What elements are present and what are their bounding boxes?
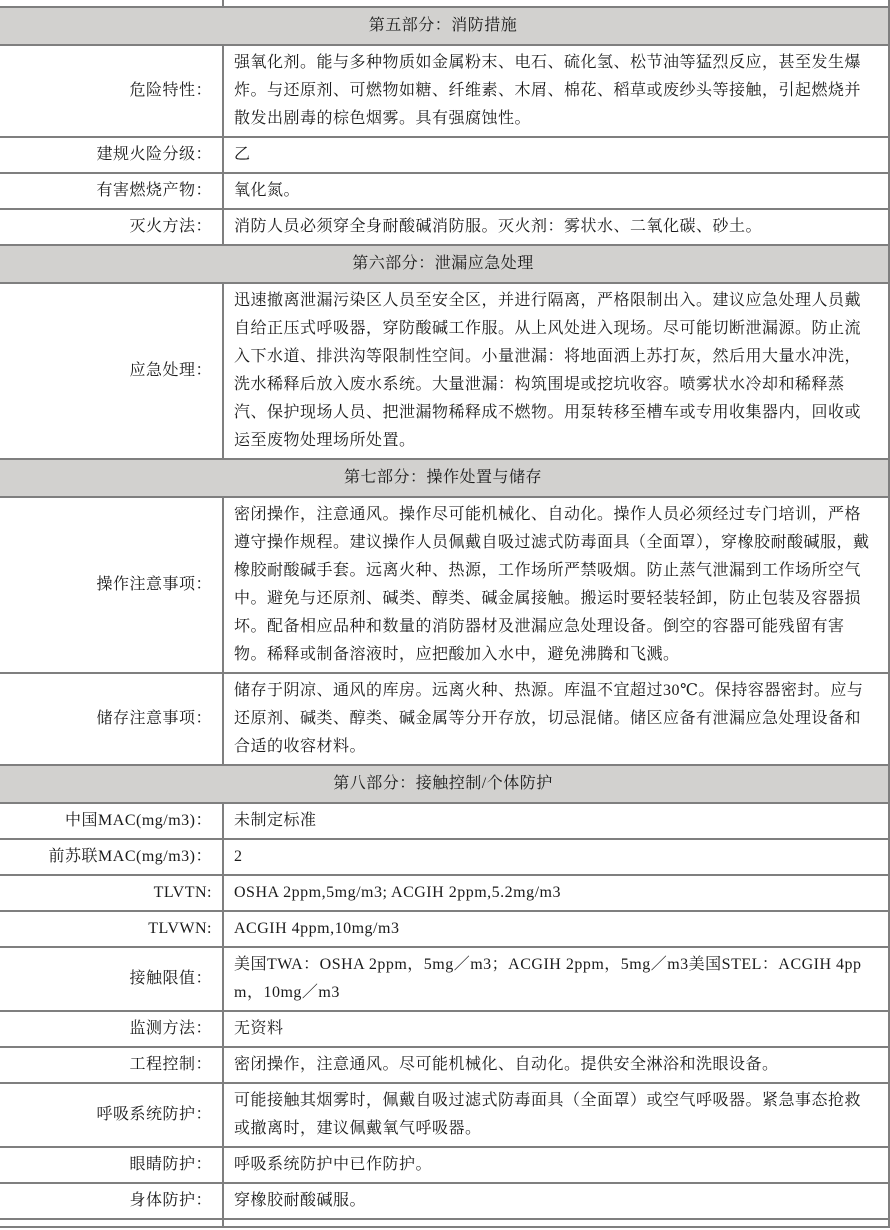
field-value: 穿橡胶耐酸碱服。 xyxy=(223,1183,889,1219)
empty-label-cell xyxy=(0,1219,223,1227)
field-value: 无资料 xyxy=(223,1011,889,1047)
field-value: 乙 xyxy=(223,137,889,173)
field-label: 应急处理： xyxy=(0,283,223,459)
partial-row-top xyxy=(0,0,889,7)
field-row xyxy=(0,209,889,245)
field-value: 美国TWA：OSHA 2ppm，5mg／m3；ACGIH 2ppm，5mg／m3美国STEL：ACGIH 4ppm，10mg／m3 xyxy=(223,947,889,1011)
field-label: 工程控制： xyxy=(0,1047,223,1083)
field-label: TLVWN: xyxy=(0,911,223,947)
field-label: 操作注意事项： xyxy=(0,497,223,673)
field-value: OSHA 2ppm,5mg/m3; ACGIH 2ppm,5.2mg/m3 xyxy=(223,875,889,911)
empty-value-cell xyxy=(223,1219,889,1227)
field-row xyxy=(0,137,889,173)
field-label: 建规火险分级： xyxy=(0,137,223,173)
section-5-title: 第五部分：消防措施 xyxy=(0,7,889,45)
field-row xyxy=(0,1011,889,1047)
field-row xyxy=(0,1083,889,1147)
field-label: 有害燃烧产物： xyxy=(0,173,223,209)
field-row xyxy=(0,1047,889,1083)
field-label: 接触限值： xyxy=(0,947,223,1011)
field-row xyxy=(0,911,889,947)
section-header-row xyxy=(0,765,889,803)
field-value: ACGIH 4ppm,10mg/m3 xyxy=(223,911,889,947)
field-row xyxy=(0,45,889,137)
section-header-row xyxy=(0,459,889,497)
section-6-title: 第六部分：泄漏应急处理 xyxy=(0,245,889,283)
field-value: 迅速撤离泄漏污染区人员至安全区，并进行隔离，严格限制出入。建议应急处理人员戴自给正压式呼吸器，穿防酸碱工作服。从上风处进入现场。尽可能切断泄漏源。防止流入下水道、排洪沟等限制性空间。小量泄漏：将地面洒上苏打灰，然后用大量水冲洗，洗水稀释后放入废水系统。大量泄漏：构筑围堤或挖坑收容。喷雾状水冷却和稀释蒸汽、保护现场人员、把泄漏物稀释成不燃物。用泵转移至槽车或专用收集器内，回收或运至废物处理场所处置。 xyxy=(223,283,889,459)
section-header-row xyxy=(0,7,889,45)
field-value: 密闭操作，注意通风。操作尽可能机械化、自动化。操作人员必须经过专门培训，严格遵守操作规程。建议操作人员佩戴自吸过滤式防毒面具（全面罩），穿橡胶耐酸碱服，戴橡胶耐酸碱手套。远离火种、热源，工作场所严禁吸烟。防止蒸气泄漏到工作场所空气中。避免与还原剂、碱类、醇类、碱金属接触。搬运时要轻装轻卸，防止包装及容器损坏。配备相应品种和数量的消防器材及泄漏应急处理设备。倒空的容器可能残留有害物。稀释或制备溶液时，应把酸加入水中，避免沸腾和飞溅。 xyxy=(223,497,889,673)
field-row xyxy=(0,173,889,209)
field-label: 前苏联MAC(mg/m3)： xyxy=(0,839,223,875)
field-label: 眼睛防护： xyxy=(0,1147,223,1183)
field-label: TLVTN: xyxy=(0,875,223,911)
field-label: 中国MAC(mg/m3)： xyxy=(0,803,223,839)
empty-value-cell xyxy=(223,0,889,7)
field-label: 灭火方法： xyxy=(0,209,223,245)
section-header-row xyxy=(0,245,889,283)
section-8-title: 第八部分：接触控制/个体防护 xyxy=(0,765,889,803)
field-value: 强氧化剂。能与多种物质如金属粉末、电石、硫化氢、松节油等猛烈反应，甚至发生爆炸。与还原剂、可燃物如糖、纤维素、木屑、棉花、稻草或废纱头等接触，引起燃烧并散发出剧毒的棕色烟雾。具有强腐蚀性。 xyxy=(223,45,889,137)
partial-row-bottom xyxy=(0,1219,889,1227)
field-value: 2 xyxy=(223,839,889,875)
field-row xyxy=(0,1183,889,1219)
field-row xyxy=(0,839,889,875)
field-value: 密闭操作，注意通风。尽可能机械化、自动化。提供安全淋浴和洗眼设备。 xyxy=(223,1047,889,1083)
field-value: 储存于阴凉、通风的库房。远离火种、热源。库温不宜超过30℃。保持容器密封。应与还原剂、碱类、醇类、碱金属等分开存放，切忌混储。储区应备有泄漏应急处理设备和合适的收容材料。 xyxy=(223,673,889,765)
field-row xyxy=(0,283,889,459)
field-row xyxy=(0,497,889,673)
empty-label-cell xyxy=(0,0,223,7)
field-value: 可能接触其烟雾时，佩戴自吸过滤式防毒面具（全面罩）或空气呼吸器。紧急事态抢救或撤离时，建议佩戴氧气呼吸器。 xyxy=(223,1083,889,1147)
field-row xyxy=(0,875,889,911)
field-row xyxy=(0,947,889,1011)
field-row xyxy=(0,1147,889,1183)
field-label: 危险特性： xyxy=(0,45,223,137)
field-row xyxy=(0,803,889,839)
field-label: 储存注意事项： xyxy=(0,673,223,765)
field-value: 呼吸系统防护中已作防护。 xyxy=(223,1147,889,1183)
field-label: 身体防护： xyxy=(0,1183,223,1219)
section-7-title: 第七部分：操作处置与储存 xyxy=(0,459,889,497)
field-label: 监测方法： xyxy=(0,1011,223,1047)
field-value: 氧化氮。 xyxy=(223,173,889,209)
field-value: 消防人员必须穿全身耐酸碱消防服。灭火剂：雾状水、二氧化碳、砂土。 xyxy=(223,209,889,245)
field-row xyxy=(0,673,889,765)
field-value: 未制定标准 xyxy=(223,803,889,839)
field-label: 呼吸系统防护： xyxy=(0,1083,223,1147)
